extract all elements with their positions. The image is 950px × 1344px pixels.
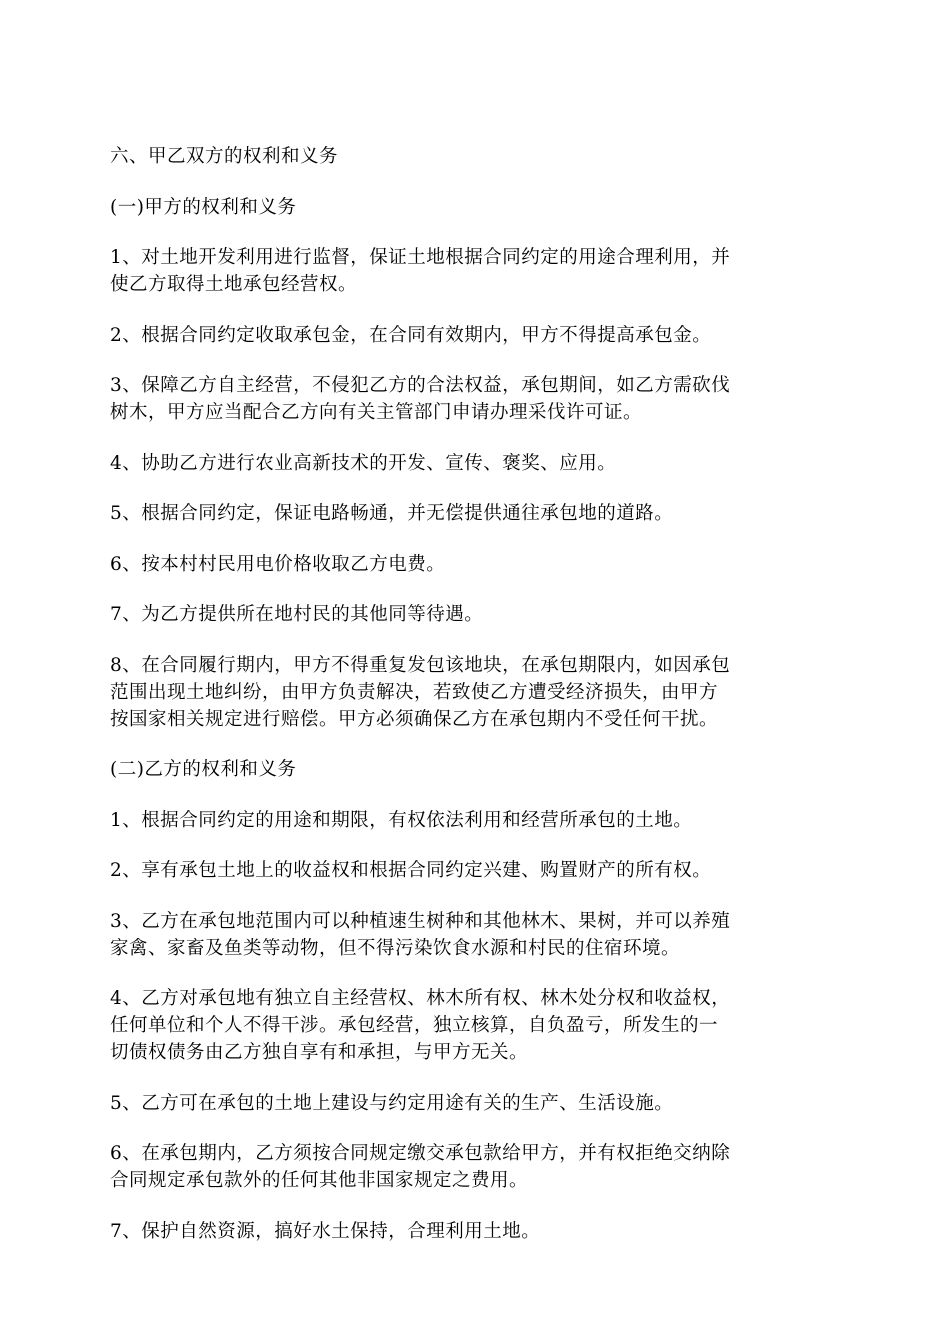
paragraph-line: (一)甲方的权利和义务 [110,196,297,218]
paragraph-line: 6、在承包期内，乙方须按合同规定缴交承包款给甲方，并有权拒绝交纳除 [110,1143,731,1164]
paragraph-line: 六、甲乙双方的权利和义务 [110,146,339,167]
paragraph-gap [110,733,850,757]
paragraph-line: 任何单位和个人不得干涉。承包经营，独立核算，自负盈亏，所发生的一 [110,1015,719,1036]
paragraph [110,244,850,298]
paragraph-line: 1、根据合同约定的用途和期限，有权依法利用和经营所承包的土地。 [110,809,693,831]
paragraph-gap [110,1066,850,1090]
paragraph-line: 按国家相关规定进行赔偿。甲方必须确保乙方在承包期内不受任何干扰。 [110,708,719,730]
paragraph-line: 切债权债务由乙方独自享有和承担，与甲方无关。 [110,1042,529,1063]
paragraph [110,500,850,527]
paragraph [110,908,850,962]
paragraph [110,652,850,733]
paragraph-gap [110,783,850,807]
paragraph-gap [110,349,850,373]
paragraph [110,1090,850,1117]
paragraph-gap [110,221,850,245]
paragraph-gap [110,1194,850,1218]
paragraph-line: 使乙方取得土地承包经营权。 [110,274,358,295]
paragraph-line: 3、乙方在承包地范围内可以种植速生树种和其他林木、果树，并可以养殖 [110,910,731,932]
paragraph-gap [110,298,850,322]
paragraph [110,985,850,1066]
paragraph [110,322,850,349]
paragraph-line: 7、为乙方提供所在地村民的其他同等待遇。 [110,604,484,625]
paragraph-line: 4、协助乙方进行农业高新技术的开发、宣传、褒奖、应用。 [110,452,617,474]
paragraph-line: 合同规定承包款外的任何其他非国家规定之费用。 [110,1170,529,1191]
paragraph-gap [110,426,850,450]
paragraph [110,857,850,884]
paragraph [110,551,850,578]
paragraph [110,450,850,477]
paragraph-gap [110,884,850,908]
paragraph-line: 2、根据合同约定收取承包金，在合同有效期内，甲方不得提高承包金。 [110,324,712,346]
paragraph [110,601,850,628]
paragraph-line: 5、根据合同约定，保证电路畅通，并无偿提供通往承包地的道路。 [110,503,674,524]
paragraph-gap [110,170,850,194]
paragraph-line: 家禽、家畜及鱼类等动物，但不得污染饮食水源和村民的住宿环境。 [110,937,681,959]
paragraph-line: 2、享有承包土地上的收益权和根据合同约定兴建、购置财产的所有权。 [110,860,712,881]
paragraph [110,1140,850,1194]
paragraph-gap [110,527,850,551]
document-body [110,143,850,1245]
paragraph [110,372,850,426]
paragraph-line: 6、按本村村民用电价格收取乙方电费。 [110,553,446,575]
paragraph-line: 5、乙方可在承包的土地上建设与约定用途有关的生产、生活设施。 [110,1092,674,1114]
paragraph-line: 3、保障乙方自主经营，不侵犯乙方的合法权益，承包期间，如乙方需砍伐 [110,375,731,396]
paragraph-line: 7、保护自然资源，搞好水土保持，合理利用土地。 [110,1220,541,1242]
paragraph-line: 8、在合同履行期内，甲方不得重复发包该地块，在承包期限内，如因承包 [110,654,731,676]
paragraph-gap [110,962,850,986]
paragraph-line: 树木，甲方应当配合乙方向有关主管部门申请办理采伐许可证。 [110,402,643,423]
paragraph-gap [110,628,850,652]
paragraph-gap [110,477,850,501]
paragraph [110,1218,850,1245]
paragraph-line: 1、对土地开发利用进行监督，保证土地根据合同约定的用途合理利用，并 [110,247,731,268]
paragraph [110,194,850,221]
paragraph-line: (二)乙方的权利和义务 [110,759,297,780]
paragraph [110,756,850,783]
paragraph [110,807,850,834]
paragraph-gap [110,834,850,858]
paragraph-line: 范围出现土地纠纷，由甲方负责解决，若致使乙方遭受经济损失，由甲方 [110,681,719,703]
paragraph-gap [110,1117,850,1141]
paragraph-gap [110,578,850,602]
paragraph-line: 4、乙方对承包地有独立自主经营权、林木所有权、林木处分权和收益权， [110,988,731,1009]
paragraph [110,143,850,170]
